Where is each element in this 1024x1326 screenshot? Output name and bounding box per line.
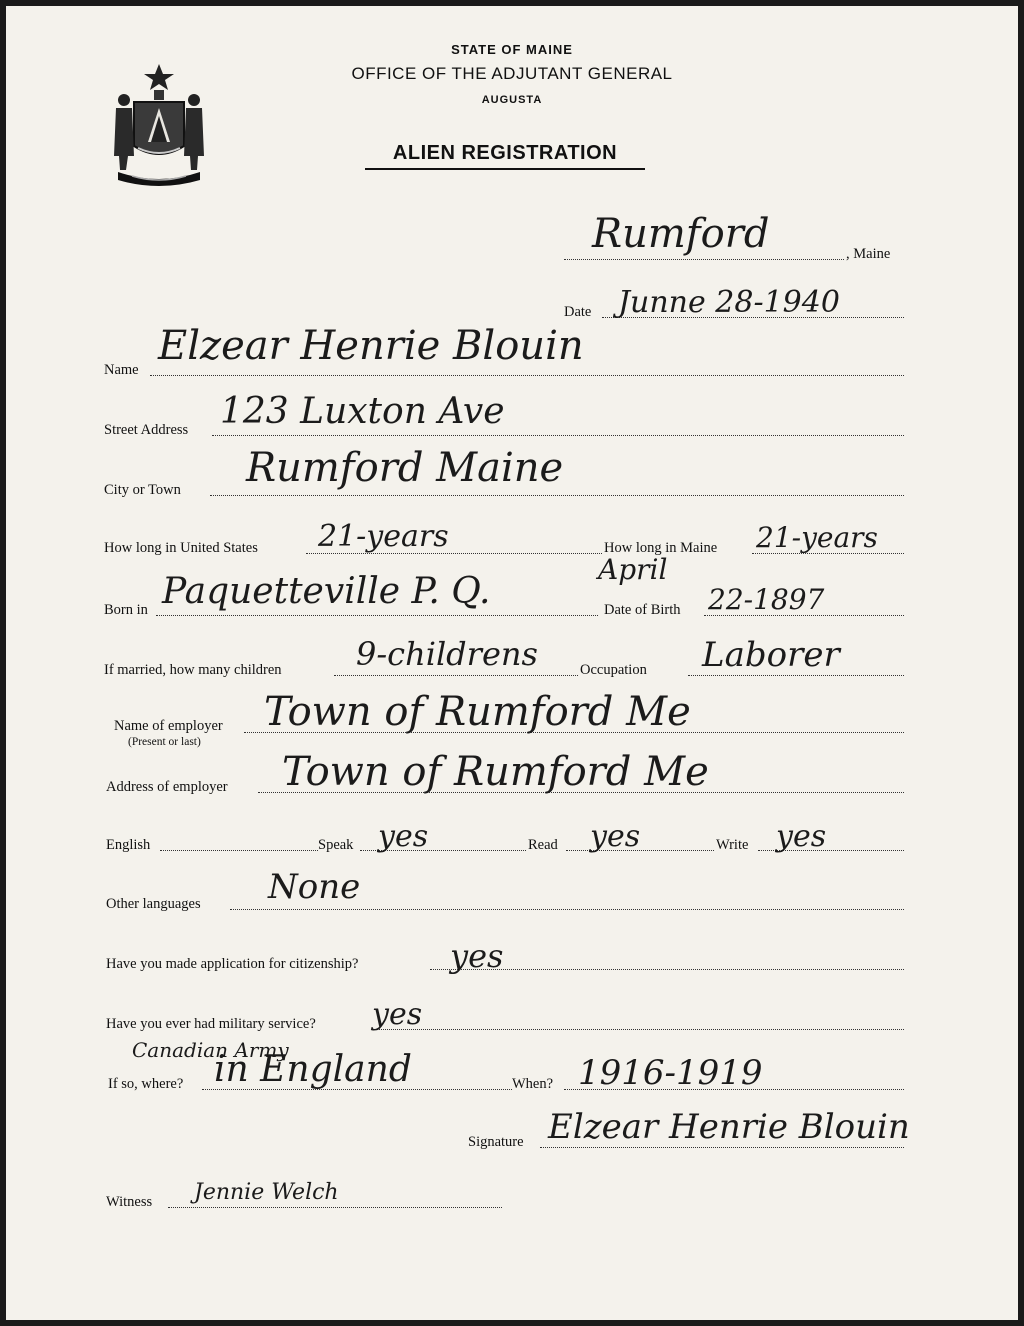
write-entry: yes	[776, 819, 827, 854]
witness-label: Witness	[106, 1194, 153, 1210]
dob-label: Date of Birth	[604, 602, 681, 618]
city-line	[210, 495, 904, 496]
military-entry: yes	[372, 997, 423, 1032]
occupation-label: Occupation	[580, 662, 647, 678]
years-maine-entry: 21-years	[756, 521, 878, 554]
signature-line	[540, 1147, 904, 1148]
military-line	[374, 1029, 904, 1030]
signature-entry: Elzear Henrie Blouin	[548, 1107, 910, 1147]
signature-label: Signature	[468, 1134, 524, 1150]
other-languages-line	[230, 909, 904, 910]
form-title: ALIEN REGISTRATION	[365, 142, 645, 170]
other-languages-label: Other languages	[106, 896, 201, 912]
military-label: Have you ever had military service?	[106, 1016, 316, 1032]
citizenship-label: Have you made application for citizenship?	[106, 956, 359, 972]
registration-form	[6, 6, 1018, 1320]
when-entry: 1916-1919	[578, 1053, 763, 1093]
read-entry: yes	[590, 819, 641, 854]
write-label: Write	[716, 837, 749, 853]
birth-month-entry: April	[598, 553, 668, 586]
place-suffix-label: , Maine	[846, 246, 891, 262]
where-label: If so, where?	[108, 1076, 184, 1092]
employer-sub-label: (Present or last)	[128, 736, 201, 748]
employer-entry: Town of Rumford Me	[264, 689, 691, 735]
occupation-line	[688, 675, 904, 676]
name-entry: Elzear Henrie Blouin	[158, 323, 584, 369]
years-maine-label: How long in Maine	[604, 540, 718, 556]
dob-entry: 22-1897	[708, 583, 825, 616]
children-label: If married, how many children	[104, 662, 282, 678]
street-entry: 123 Luxton Ave	[220, 391, 505, 432]
city-entry: Rumford Maine	[246, 445, 564, 491]
employer-address-label: Address of employer	[106, 779, 228, 795]
years-us-entry: 21-years	[318, 519, 449, 554]
date-entry: Junne 28-1940	[618, 285, 840, 320]
born-label: Born in	[104, 602, 148, 618]
born-line	[156, 615, 598, 616]
name-label: Name	[104, 362, 139, 378]
speak-label: Speak	[318, 837, 354, 853]
years-us-label: How long in United States	[104, 540, 258, 556]
name-line	[150, 375, 904, 376]
where-entry: in England	[214, 1049, 412, 1090]
children-line	[334, 675, 578, 676]
city-label: City or Town	[104, 482, 181, 498]
date-label: Date	[564, 304, 592, 320]
english-label: English	[106, 837, 151, 853]
english-line	[160, 850, 318, 851]
when-label: When?	[512, 1076, 554, 1092]
occupation-entry: Laborer	[702, 635, 840, 675]
header-state: STATE OF MAINE	[451, 42, 573, 57]
employer-label: Name of employer	[114, 718, 223, 734]
citizenship-entry: yes	[450, 937, 504, 975]
street-label: Street Address	[104, 422, 189, 438]
header-city: AUGUSTA	[481, 94, 543, 106]
where-note-entry: Canadian Army	[132, 1038, 289, 1062]
other-languages-entry: None	[268, 867, 361, 907]
street-line	[212, 435, 904, 436]
witness-line	[168, 1207, 502, 1208]
read-label: Read	[528, 837, 558, 853]
children-entry: 9-childrens	[356, 635, 538, 673]
place-line	[564, 259, 844, 260]
witness-entry: Jennie Welch	[194, 1180, 339, 1205]
speak-entry: yes	[378, 819, 429, 854]
place-entry: Rumford	[592, 211, 770, 257]
born-entry: Paquetteville P. Q.	[162, 571, 491, 612]
header-office: OFFICE OF THE ADJUTANT GENERAL	[351, 64, 673, 83]
employer-address-entry: Town of Rumford Me	[282, 749, 709, 795]
